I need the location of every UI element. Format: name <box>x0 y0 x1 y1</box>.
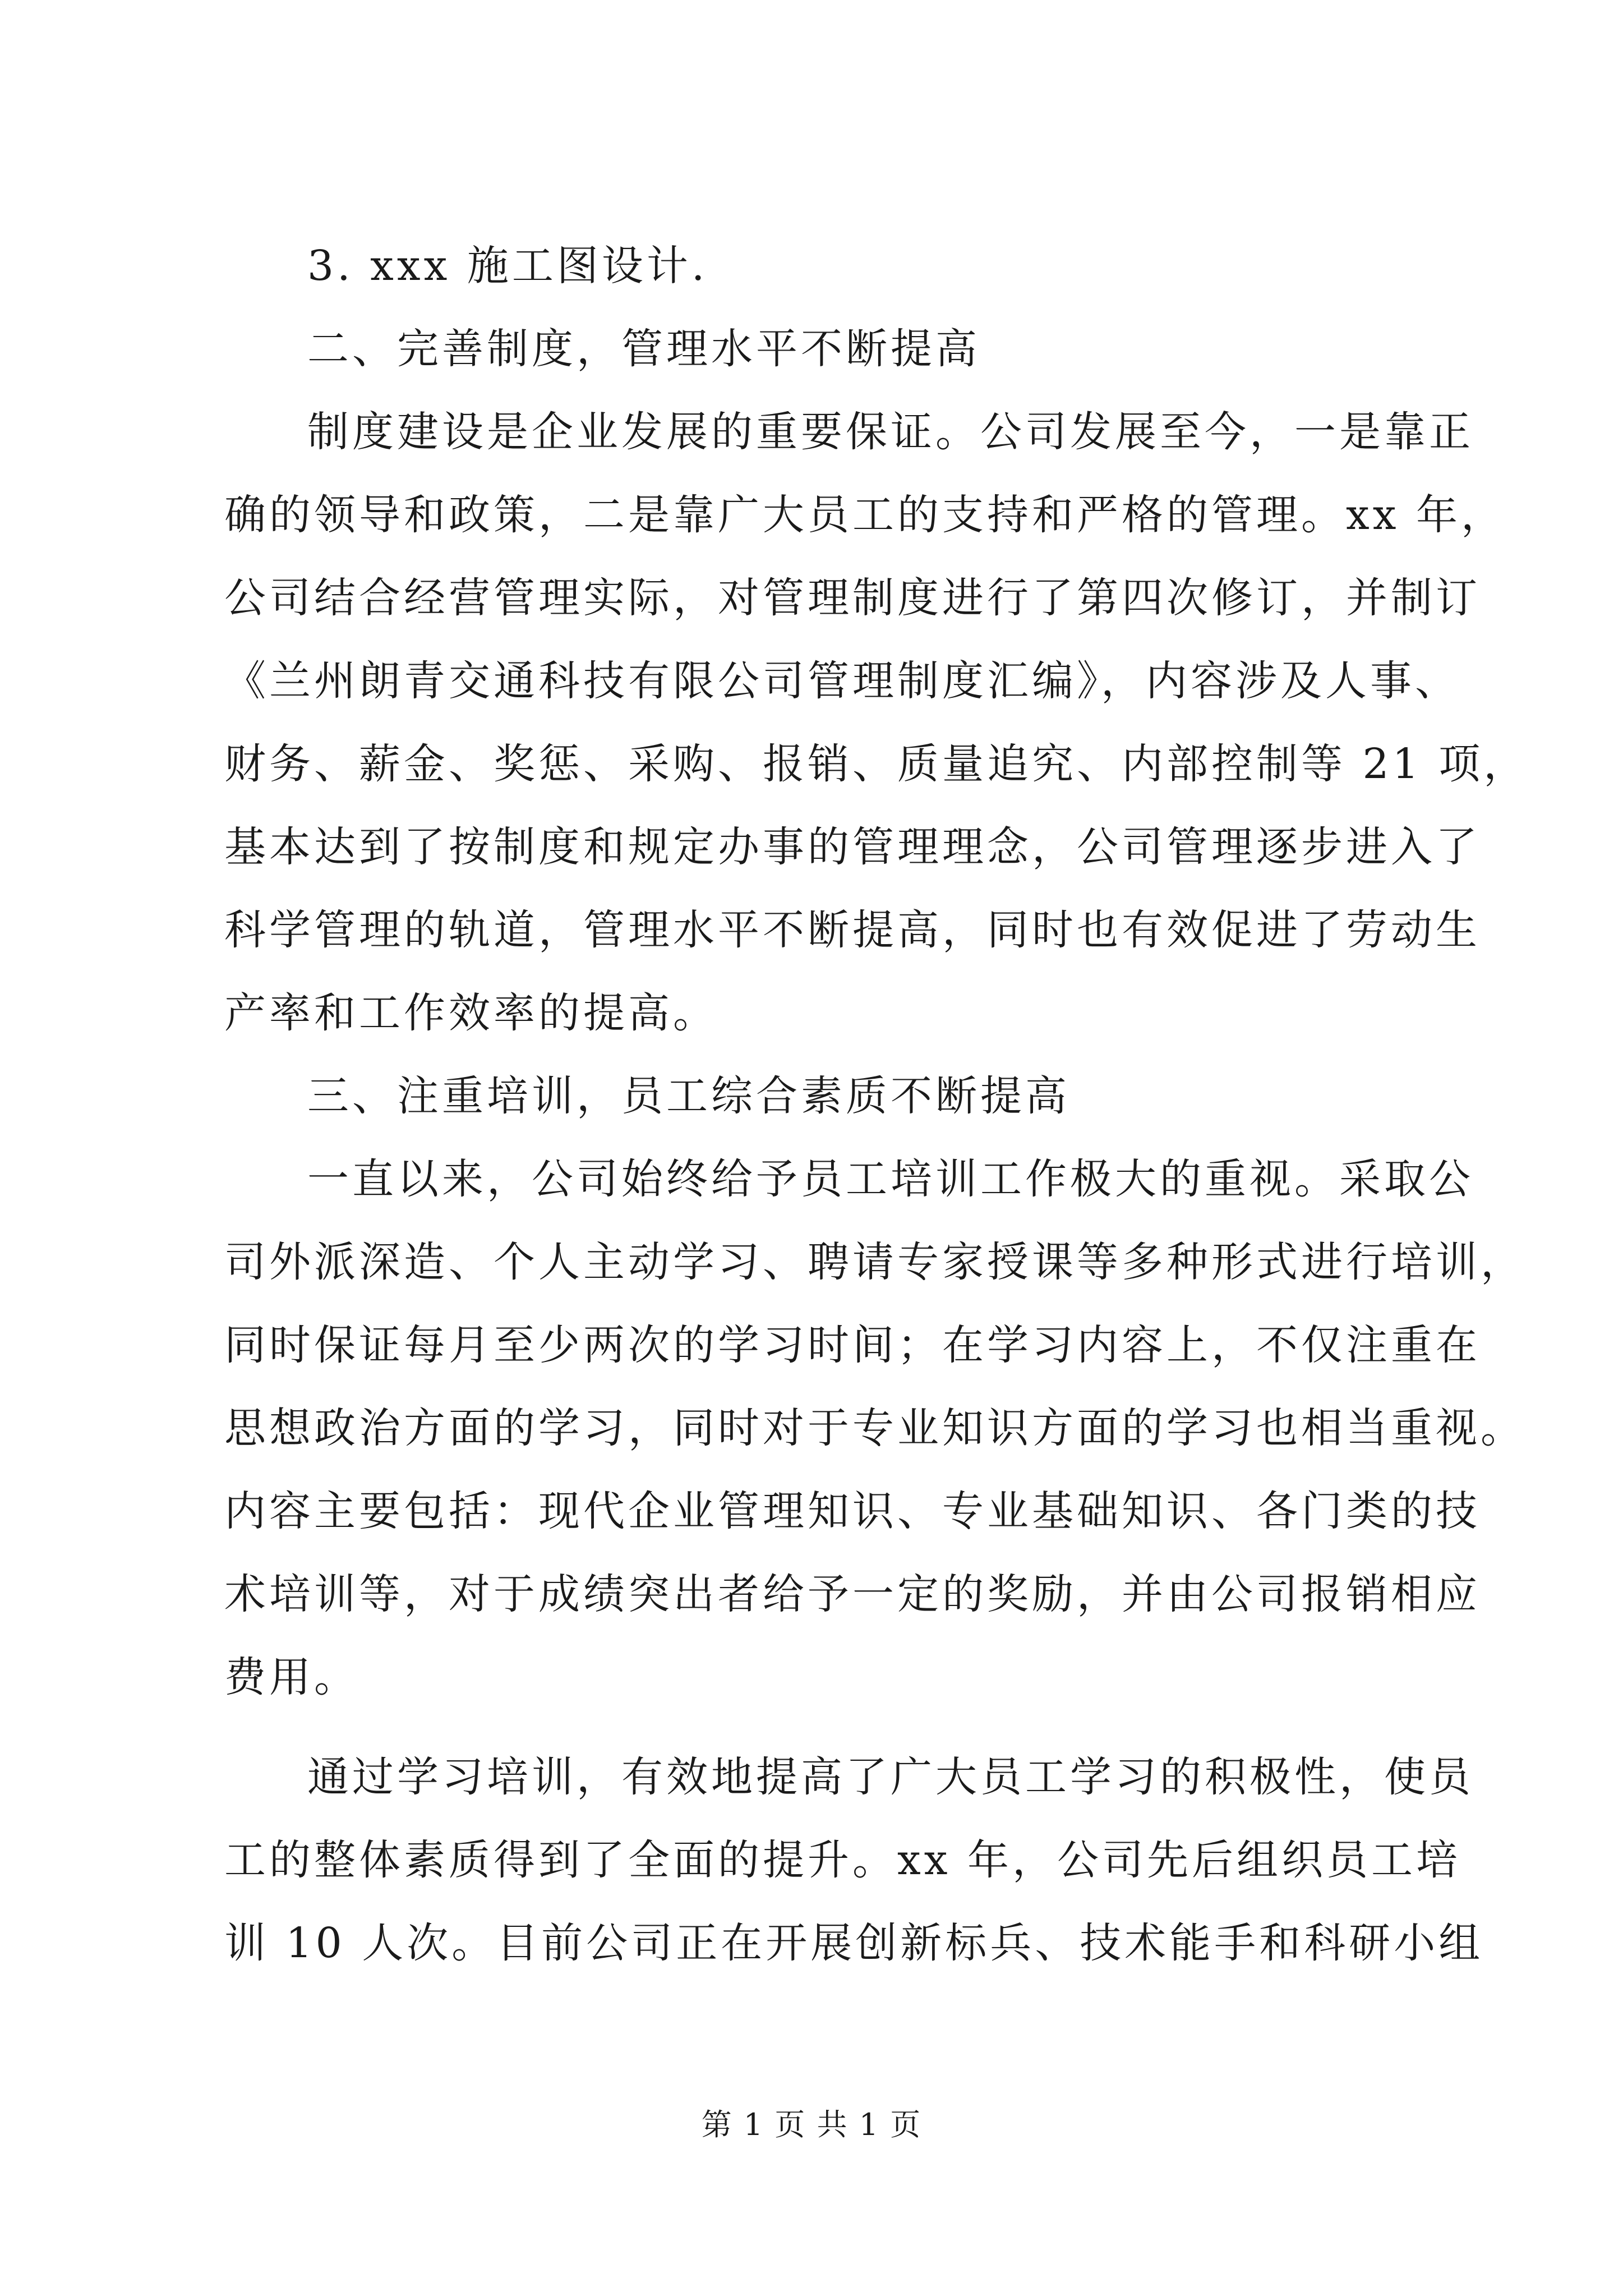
paragraph-line: 科学管理的轨道，管理水平不断提高，同时也有效促进了劳动生 <box>224 906 1481 954</box>
paragraph-line: 同时保证每月至少两次的学习时间；在学习内容上，不仅注重在 <box>224 1321 1481 1369</box>
paragraph-line: 训 10 人次。目前公司正在开展创新标兵、技术能手和科研小组 <box>224 1919 1484 1967</box>
paragraph-line: 一直以来，公司始终给予员工培训工作极大的重视。采取公 <box>307 1155 1474 1203</box>
paragraph-line: 财务、薪金、奖惩、采购、报销、质量追究、内部控制等 21 项， <box>224 740 1529 788</box>
list-item-3: 3. xxx 施工图设计. <box>307 242 708 290</box>
section-heading-3: 三、注重培训，员工综合素质不断提高 <box>307 1072 1070 1120</box>
paragraph-line: 费用。 <box>224 1653 359 1701</box>
paragraph-line: 公司结合经营管理实际，对管理制度进行了第四次修订，并制订 <box>224 574 1481 622</box>
document-body <box>224 224 1529 1985</box>
paragraph-line: 产率和工作效率的提高。 <box>224 989 718 1037</box>
paragraph-line: 确的领导和政策，二是靠广大员工的支持和严格的管理。xx 年， <box>224 491 1506 539</box>
paragraph-line: 制度建设是企业发展的重要保证。公司发展至今，一是靠正 <box>307 408 1474 456</box>
paragraph-line: 工的整体素质得到了全面的提升。xx 年，公司先后组织员工培 <box>224 1836 1461 1884</box>
paragraph-line: 内容主要包括：现代企业管理知识、专业基础知识、各门类的技 <box>224 1487 1481 1535</box>
paragraph-line: 基本达到了按制度和规定办事的管理理念，公司管理逐步进入了 <box>224 823 1481 871</box>
paragraph-line: 司外派深造、个人主动学习、聘请专家授课等多种形式进行培训， <box>224 1238 1525 1286</box>
paragraph-line: 通过学习培训，有效地提高了广大员工学习的积极性，使员 <box>307 1753 1474 1801</box>
paragraph-line: 术培训等，对于成绩突出者给予一定的奖励，并由公司报销相应 <box>224 1570 1481 1618</box>
paragraph-line: 思想政治方面的学习，同时对于专业知识方面的学习也相当重视。 <box>224 1404 1525 1452</box>
page-footer: 第 1 页 共 1 页 <box>701 2107 922 2142</box>
paragraph-gap <box>224 1719 1430 1736</box>
section-heading-2: 二、完善制度，管理水平不断提高 <box>307 325 980 373</box>
paragraph-line: 《兰州朗青交通科技有限公司管理制度汇编》，内容涉及人事、 <box>224 657 1460 705</box>
